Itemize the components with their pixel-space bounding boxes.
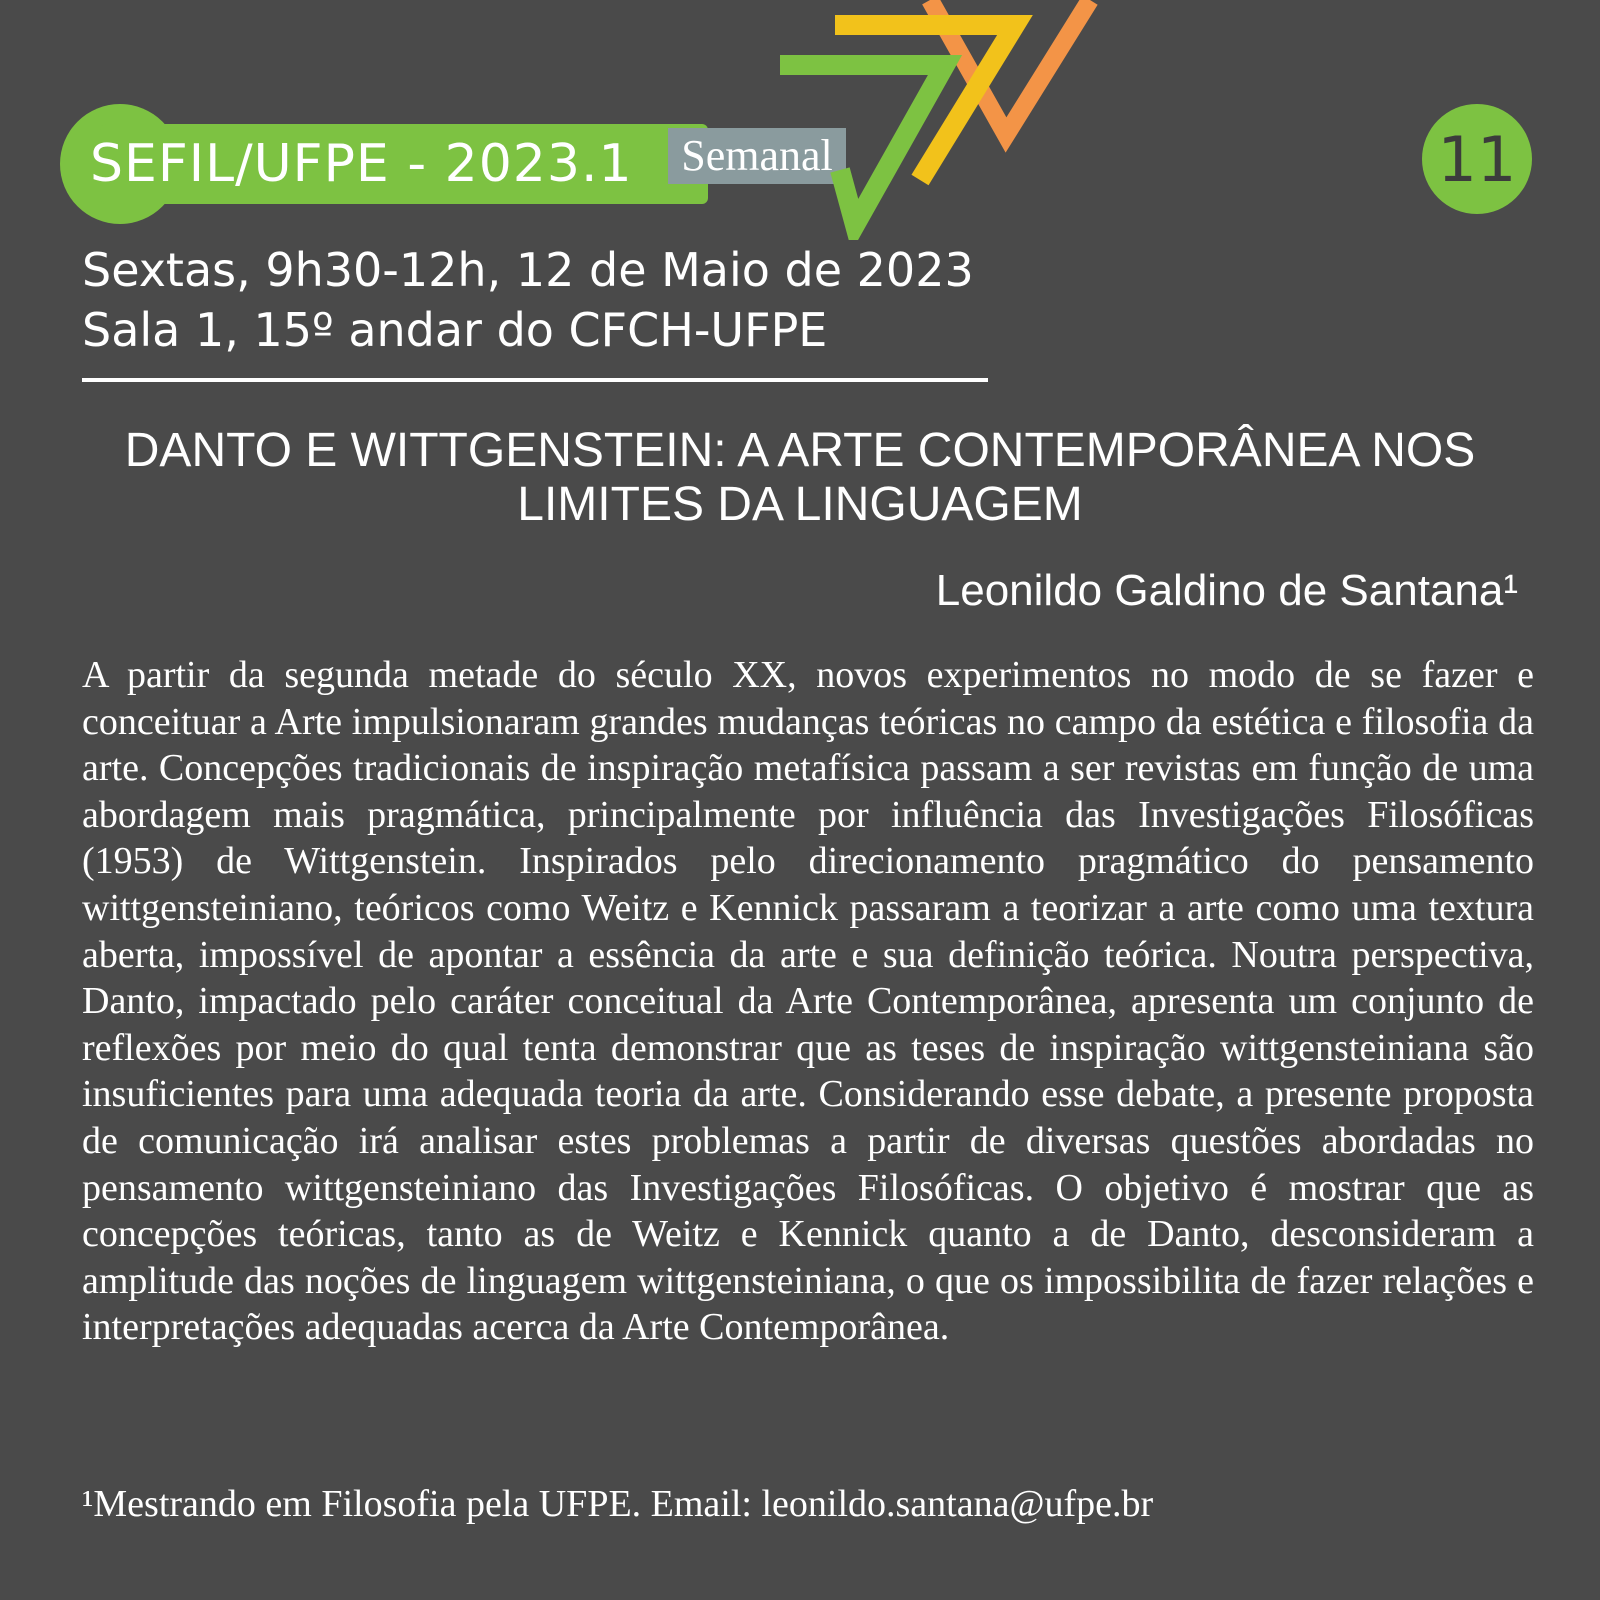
series-label: SEFIL/UFPE - 2023.1	[90, 134, 633, 194]
talk-author: Leonildo Galdino de Santana¹	[935, 566, 1518, 615]
session-number-badge: 11	[1422, 104, 1532, 214]
event-schedule: Sextas, 9h30-12h, 12 de Maio de 2023	[82, 243, 974, 297]
author-footnote: ¹Mestrando em Filosofia pela UFPE. Email: leonildo.santana@ufpe.br	[82, 1483, 1154, 1525]
abstract-text: A partir da segunda metade do século XX, novos experimentos no modo de se fazer e conceituar a Arte impulsionaram grandes mudanças teóricas no campo da estética e filosofia da arte. Concepções tradicionais de inspiração metafísica passam a ser revistas em função de uma abordagem mais pragmática, principalmente por influência das Investigações Filosóficas (1953) de Wittgenstein. Inspirados pelo direcionamento pragmático do pensamento wittgensteiniano, teóricos como Weitz e Kennick passaram a teorizar a arte como uma textura aberta, impossível de apontar a essência da arte e sua definição teórica. Noutra perspectiva, Danto, impactado pelo caráter conceitual da Arte Contemporânea, apresenta um conjunto de reflexões por meio do qual tenta demonstrar que as teses de inspiração wittgensteiniana são insuficientes para uma adequada teoria da arte. Considerando esse debate, a presente proposta de comunicação irá analisar estes problemas a partir de diversas questões abordadas no pensamento wittgensteiniano das Investigações Filosóficas. O objetivo é mostrar que as concepções teóricas, tanto as de Weitz e Kennick quanto a de Danto, desconsideram a amplitude das noções de linguagem wittgensteiniana, o que os impossibilita de fazer relações e interpretações adequadas acerca da Arte Contemporânea.	[82, 654, 1534, 1349]
divider	[82, 378, 988, 382]
triangles-logo-icon	[760, 0, 1100, 240]
frequency-tag: Semanal	[668, 128, 846, 184]
event-location: Sala 1, 15º andar do CFCH-UFPE	[82, 303, 828, 357]
event-details	[82, 240, 974, 360]
talk-title: DANTO E WITTGENSTEIN: A ARTE CONTEMPORÂNEA NOS LIMITES DA LINGUAGEM	[124, 424, 1476, 531]
